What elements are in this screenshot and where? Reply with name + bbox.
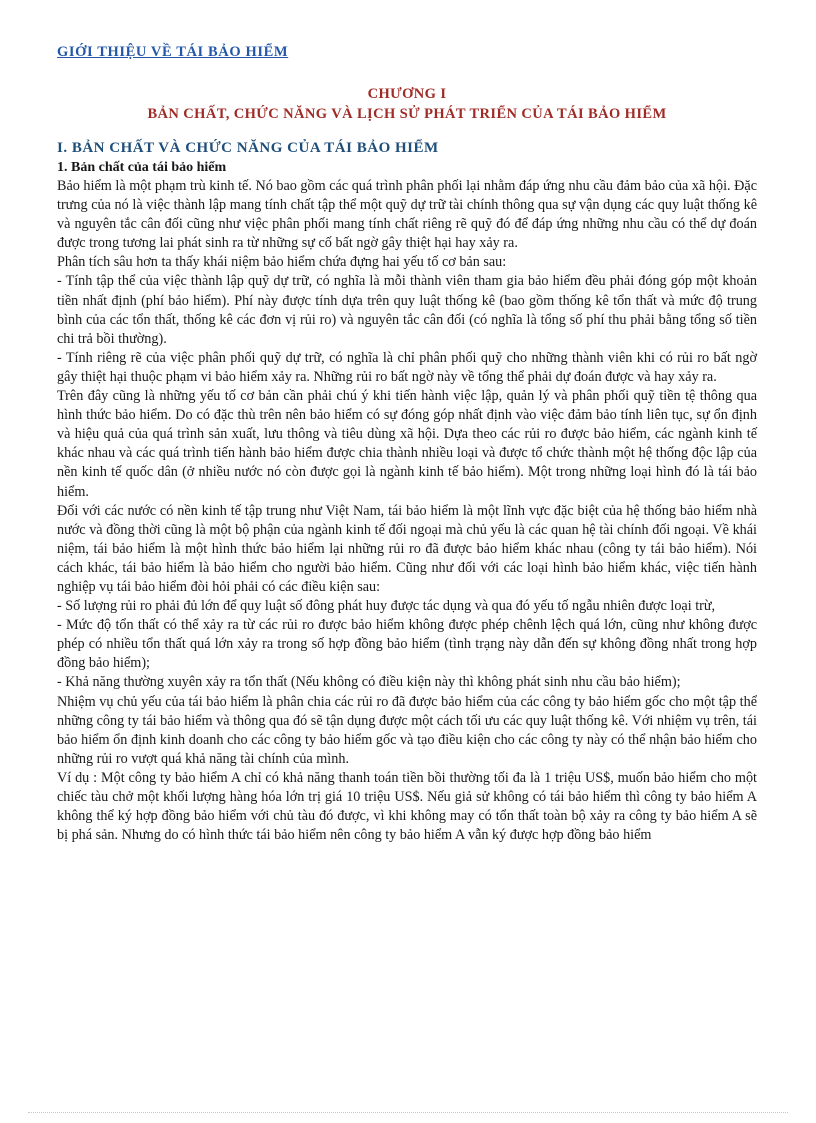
sub-heading: 1. Bản chất của tái bảo hiểm	[57, 160, 227, 175]
chapter-heading-block	[57, 84, 757, 124]
paragraph: Nhiệm vụ chủ yếu của tái bảo hiểm là phân chia các rủi ro đã được bảo hiểm của các công ty bảo hiểm gốc cho một tập thể những công ty tái bảo hiểm và thông qua đó sẽ tận dụng được một cách tối ưu các quy luật thống kê. Với nhiệm vụ trên, tái bảo hiểm ổn định kinh doanh cho các công ty bảo hiểm gốc và tạo điều kiện cho các công ty này có thể nhận bảo hiểm cho những rủi ro vượt quá khả năng tài chính của mình.	[57, 693, 757, 767]
paragraph: Ví dụ : Một công ty bảo hiểm A chỉ có khả năng thanh toán tiền bồi thường tối đa là 1 triệu US$, muốn bảo hiểm cho một chiếc tàu chở một khối lượng hàng hóa lớn trị giá 10 triệu US$. Nếu giả sử không có tái bảo hiểm thì công ty bảo hiểm A không thể ký hợp đồng bảo hiểm với chủ tàu đó được, vì khi không may có tổn thất toàn bộ xảy ra công ty bảo hiểm A sẽ bị phá sản. Nhưng do có hình thức tái bảo hiểm nên công ty bảo hiểm A vẫn ký được hợp đồng bảo hiểm	[57, 769, 757, 844]
paragraph: - Số lượng rủi ro phải đủ lớn để quy luật số đông phát huy được tác dụng và qua đó yếu tố ngẫu nhiên được loại trừ,	[57, 598, 716, 615]
chapter-title: BẢN CHẤT, CHỨC NĂNG VÀ LỊCH SỬ PHÁT TRIỂN CỦA TÁI BẢO HIỂM	[147, 106, 667, 122]
paragraph: - Tính tập thể của việc thành lập quỹ dự trữ, có nghĩa là mỗi thành viên tham gia bảo hiểm đều phải đóng góp một khoản tiền nhất định (phí bảo hiểm). Phí này được tính dựa trên quy luật thống kê (bao gồm thống kê tổn thất và mức độ trung bình của các tổn thất, thống kê các đơn vị rủi ro) và nguyên tắc cân đối (có nghĩa là tổng số phí thu phải bằng tổng số tiền chi trả bồi thường).	[57, 273, 757, 347]
paragraph: - Khả năng thường xuyên xảy ra tổn thất (Nếu không có điều kiện này thì không phát sinh nhu cầu bảo hiểm);	[57, 674, 681, 691]
paragraph: Trên đây cũng là những yếu tố cơ bản cần phải chú ý khi tiến hành việc lập, quản lý và phân phối quỹ tiền tệ thông qua hình thức bảo hiểm. Do có đặc thù trên nên bảo hiểm có sự đóng góp nhất định vào việc đảm bảo tính liên tục, sự ổn định và hiệu quả của quá trình sản xuất, lưu thông và tiêu dùng xã hội. Dựa theo các rủi ro được bảo hiểm, các ngành kinh tế khác nhau và các quá trình tiến hành bảo hiểm được chia thành nhiều loại và được tổ chức thành một hệ thống độc lập của nền kinh tế quốc dân (ở nhiều nước nó còn được gọi là ngành kinh tế bảo hiểm). Một trong những loại hình đó là tái bảo hiểm.	[57, 388, 757, 500]
section-heading: I. BẢN CHẤT VÀ CHỨC NĂNG CỦA TÁI BẢO HIỂM	[57, 140, 439, 156]
paragraph: - Tính riêng rẽ của việc phân phối quỹ dự trữ, có nghĩa là chỉ phân phối quỹ cho những thành viên khi có rủi ro bất ngờ gây thiệt hại thuộc phạm vi bảo hiểm xảy ra. Những rủi ro bất ngờ này về tổng thể phải dự đoán được và hay xảy ra.	[57, 349, 757, 385]
chapter-number: CHƯƠNG I	[367, 86, 447, 102]
paragraph: - Mức độ tổn thất có thể xảy ra từ các rủi ro được bảo hiểm không được phép chênh lệch quá lớn, cũng như không được phép có nhiều tổn thất quá lớn xảy ra trong số hợp đồng bảo hiểm (tình trạng này dẫn đến sự không đồng nhất trong hợp đồng bảo hiểm);	[57, 617, 757, 672]
document-title: GIỚI THIỆU VỀ TÁI BẢO HIỂM	[57, 44, 289, 60]
document-title-wrapper	[57, 42, 757, 84]
footer-separator	[28, 1112, 788, 1114]
body-text-container	[57, 177, 757, 845]
paragraph: Bảo hiểm là một phạm trù kinh tế. Nó bao gồm các quá trình phân phối lại nhằm đáp ứng nhu cầu đảm bảo của xã hội. Đặc trưng của nó là việc thành lập mang tính chất tập thể một quỹ dự trữ tài chính thông qua sự vận dụng các quy luật thống kê và nguyên tắc cân đối cũng như việc phân phối mang tính chất riêng rẽ quỹ đó để đáp ứng những nhu cầu có thể dự đoán được trong tương lai phát sinh ra từ những sự cố bất ngờ gây thiệt hại hay xảy ra.	[57, 178, 757, 252]
paragraph: Đối với các nước có nền kinh tế tập trung như Việt Nam, tái bảo hiểm là một lĩnh vực đặc biệt của hệ thống bảo hiểm nhà nước và đồng thời cũng là một bộ phận của ngành kinh tế đối ngoại mà chủ yếu là các quan hệ tài chính đối ngoại. Về khái niệm, tái bảo hiểm là một hình thức bảo hiểm lại những rủi ro đã được bảo hiểm khác nhau (công ty tái bảo hiểm). Nói cách khác, tái bảo hiểm là bảo hiểm cho người bảo hiểm. Cũng như đối với các loại hình bảo hiểm khác, việc tiến hành nghiệp vụ tái bảo hiểm đòi hỏi phải có các điều kiện sau:	[57, 502, 757, 595]
document-body	[57, 42, 757, 845]
paragraph: Phân tích sâu hơn ta thấy khái niệm bảo hiểm chứa đựng hai yếu tố cơ bản sau:	[57, 254, 507, 271]
